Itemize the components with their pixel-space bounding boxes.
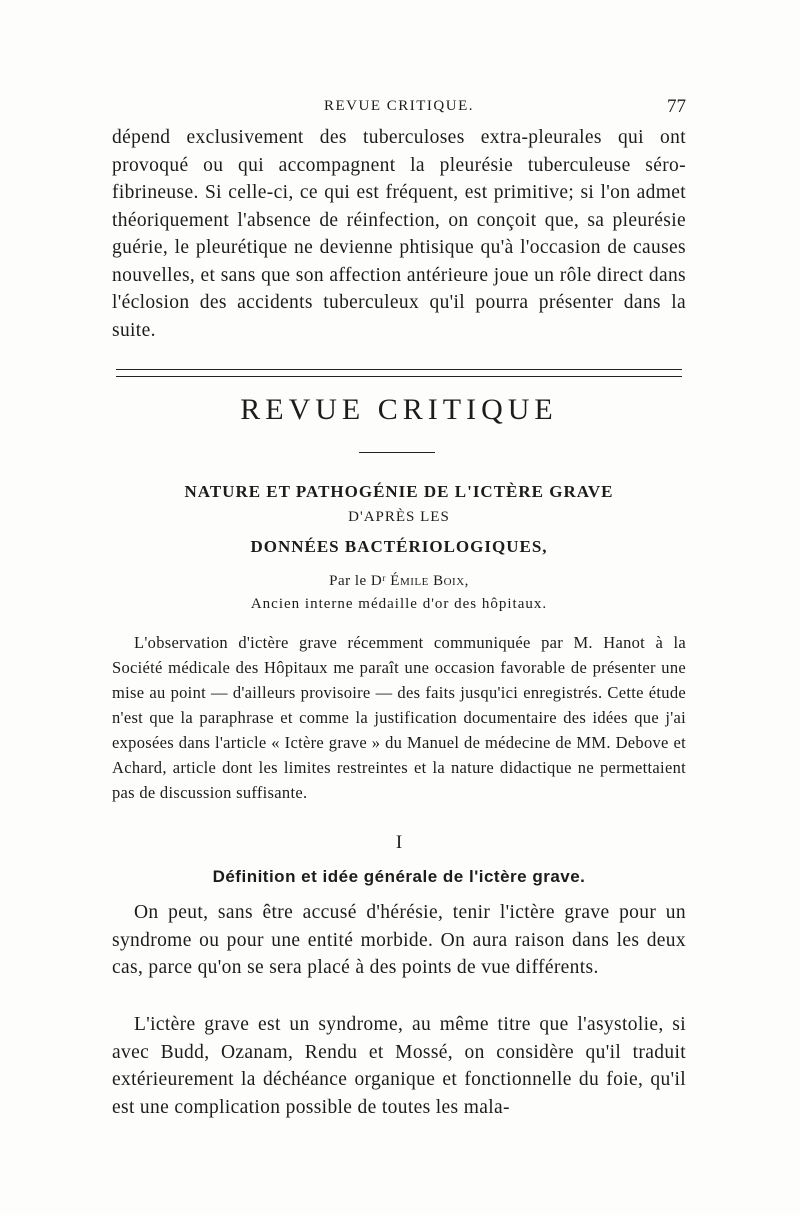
double-rule-bottom (116, 376, 682, 377)
author-affiliation: Ancien interne médaille d'or des hôpitaux. (250, 596, 548, 612)
article-main-title: REVUE CRITIQUE (240, 393, 558, 426)
author-name: Émile Boix, (390, 573, 469, 589)
intro-paragraph: dépend exclusivement des tuberculoses extra-pleurales qui ont provoqué ou qui accompagnent la pleurésie tuberculeuse séro-fibrineuse. Si celle-ci, ce qui est fréquent, est primitive; si l'on admet théoriquement l'absence de réinfection, on conçoit que, sa pleurésie guérie, le pleurétique ne devienne phtisique qu'à l'occasion de causes nouvelles, et sans que son affection antérieure joue un rôle direct dans l'éclosion des accidents tuberculeux qu'il pourra présenter dans la suite. (112, 127, 686, 341)
running-head (112, 96, 686, 120)
section-paragraph-2: L'ictère grave est un syndrome, au même titre que l'asystolie, si avec Budd, Ozanam, Rendu et Mossé, on considère qu'il traduit extérieurement la déchéance organique et fonctionnelle du foie, qu'il est une complication possible de toutes les mala- (112, 1014, 686, 1119)
section-numeral: I (395, 832, 403, 853)
article-intro-paragraph: L'observation d'ictère grave récemment communiquée par M. Hanot à la Société médicale des Hôpitaux me paraît une occasion favorable de présenter une mise au point — d'ailleurs provisoire — des faits jusqu'ici enregistrés. Cette étude n'est que la paraphrase et comme la justification documentaire des idées que j'ai exposées dans l'article « Ictère grave » du Manuel de médecine de MM. Debove et Achard, article dont les limites restreintes et la nature didactique ne permettaient pas de discussion suffisante. (112, 633, 686, 802)
page-number: 77 (667, 96, 686, 117)
title-underline-rule (359, 452, 435, 453)
double-rule-top (116, 369, 682, 370)
author-prefix: Par le Dʳ (329, 573, 387, 589)
article-subtitle-line-3: DONNÉES BACTÉRIOLOGIQUES, (250, 537, 548, 556)
author-line (112, 573, 686, 590)
section-heading: Définition et idée générale de l'ictère grave. (212, 867, 586, 886)
section-paragraph-1: On peut, sans être accusé d'hérésie, tenir l'ictère grave pour un syndrome ou pour une entité morbide. On aura raison dans les deux cas, parce qu'on se sera placé à des points de vue différents. (112, 902, 686, 979)
article-subtitle-line-2: D'APRÈS LES (348, 509, 450, 525)
article-subtitle-line-1: NATURE ET PATHOGÉNIE DE L'ICTÈRE GRAVE (184, 482, 614, 501)
running-title: REVUE CRITIQUE. (324, 98, 474, 114)
